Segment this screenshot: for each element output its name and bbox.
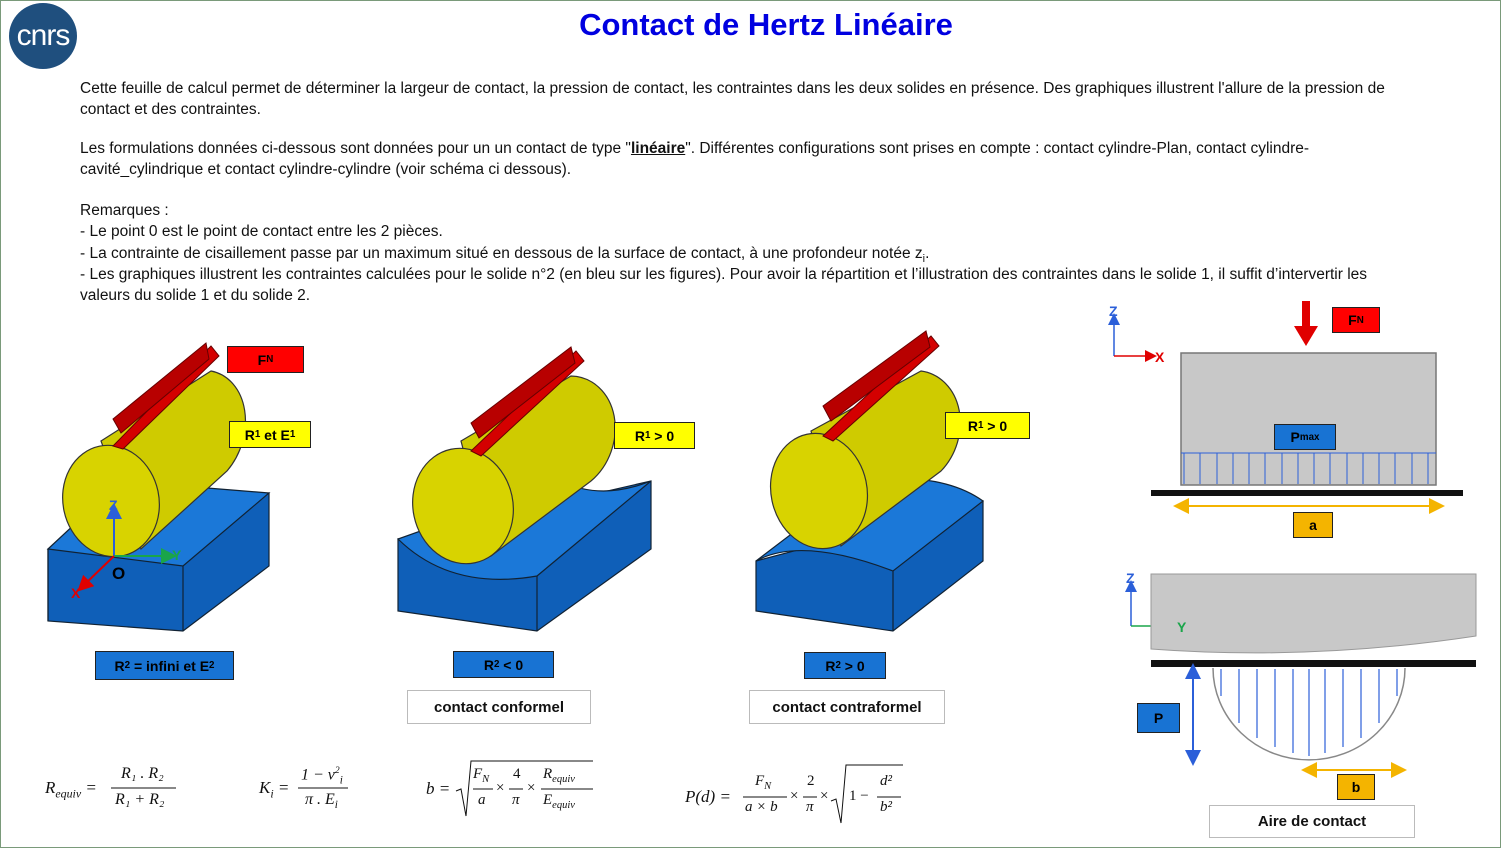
- formula-p-t1-den: a × b: [745, 799, 778, 815]
- pmax-label: P max: [1274, 424, 1336, 450]
- formula-requiv-lhs: $R_{equiv}$ =: [45, 778, 97, 801]
- intro-paragraph-2: Les formulations données ci-dessous sont données pour un un contact de type "linéaire". Différentes configurations sont prises en compte : contact cylindre-Plan, contact cylindre-cavité_cylindrique et contact cylindre-cylindre (voir schéma ci dessous).: [80, 140, 1310, 178]
- r2-label-fig2: R 2 < 0: [453, 651, 554, 678]
- formula-b-t2-num: 4: [513, 766, 521, 782]
- times-4: ×: [820, 788, 829, 804]
- formula-ki-lhs: $K_i$ =: [259, 778, 290, 801]
- r1-label-fig1: R 1 et E 1: [229, 421, 311, 448]
- times-2: ×: [527, 780, 536, 796]
- axis-z-label: Z: [109, 497, 118, 513]
- formula-requiv-den: R₁ + R₂: [115, 791, 165, 808]
- figure-cylinder-plane: [48, 343, 269, 631]
- formula-p-t3-pre: 1 −: [849, 788, 869, 804]
- formula-lines: [111, 761, 903, 823]
- formula-p-t1-num: $F_N$: [755, 773, 772, 792]
- axis-y-label: Y: [172, 547, 182, 563]
- cnrs-logo: cnrs: [9, 3, 77, 69]
- origin-label: O: [112, 564, 126, 583]
- width-b-label: b: [1337, 774, 1375, 800]
- formula-b-t3-den: $E_{equiv}$: [543, 792, 575, 811]
- r2-label-fig1: R 2 = infini et E 2: [95, 651, 234, 680]
- caption-contact-area: Aire de contact: [1209, 805, 1415, 838]
- formula-p-lhs: P(d) =: [685, 787, 731, 806]
- formula-p-t2-den: π: [806, 799, 814, 815]
- formula-b-t2-den: π: [512, 792, 520, 808]
- pressure-p-label: P: [1137, 703, 1180, 733]
- remark-1: - Le point 0 est le point de contact entre les 2 pièces.: [80, 223, 443, 240]
- fn-label-right: F N: [1332, 307, 1380, 333]
- formula-requiv-num: R₁ . R₂: [121, 765, 164, 782]
- remarks-title: Remarques :: [80, 202, 169, 219]
- right2-axis-z-label: Z: [1126, 570, 1135, 586]
- right-axis-x-label: X: [1155, 349, 1165, 365]
- figure-pressure-block: [1114, 301, 1463, 506]
- intro-paragraph-1: Cette feuille de calcul permet de déterminer la largeur de contact, la pression de contact, les contraintes dans les deux solides en présence. Des graphiques illustrent l'allure de la pression de contact et des contraintes.: [80, 80, 1385, 118]
- formula-b-t1-num: $F_N$: [473, 766, 490, 785]
- formula-ki-num: $1 - \nu^2_i$: [301, 765, 343, 787]
- formula-ki-den: π . $E_i$: [305, 791, 338, 812]
- caption-conformal: contact conformel: [407, 690, 591, 724]
- formula-p-t3-den: b²: [880, 799, 892, 815]
- caption-counterformal: contact contraformel: [749, 690, 945, 724]
- contact-type-emphasis: linéaire: [630, 140, 686, 157]
- formula-b-t1-den: a: [478, 792, 486, 808]
- formula-p-t3-num: d²: [880, 773, 892, 789]
- axis-x-label: X: [71, 585, 81, 601]
- right2-axis-y-label: Y: [1177, 619, 1187, 635]
- remark-2: - La contrainte de cisaillement passe par un maximum situé en dessous de la surface de contact, à une profondeur notée $z_i$.: [80, 245, 930, 266]
- formula-b-lhs: b =: [426, 779, 451, 798]
- times-3: ×: [790, 788, 799, 804]
- formula-p-t2-num: 2: [807, 773, 815, 789]
- r1-label-fig3: R 1 > 0: [945, 412, 1030, 439]
- figure-conformal: [398, 347, 651, 631]
- figure-contact-area: [1131, 574, 1476, 770]
- page-title: Contact de Hertz Linéaire: [579, 7, 953, 42]
- r1-label-fig2: R 1 > 0: [614, 422, 695, 449]
- figure-counterformal: [756, 331, 983, 631]
- fn-label-fig1: F N: [227, 346, 304, 373]
- width-a-label: a: [1293, 512, 1333, 538]
- times-1: ×: [496, 780, 505, 796]
- remark-3: - Les graphiques illustrent les contraintes calculées pour le solide n°2 (en bleu sur les figures). Pour avoir la répartition et l’illustration des contraintes dans le solide 1, il suffit d’intervertir les valeurs du solide 1 et du solide 2.: [80, 266, 1368, 304]
- r2-label-fig3: R 2 > 0: [804, 652, 886, 679]
- formula-b-t3-num: $R_{equiv}$: [543, 766, 575, 785]
- right-axis-z-label: Z: [1109, 303, 1118, 319]
